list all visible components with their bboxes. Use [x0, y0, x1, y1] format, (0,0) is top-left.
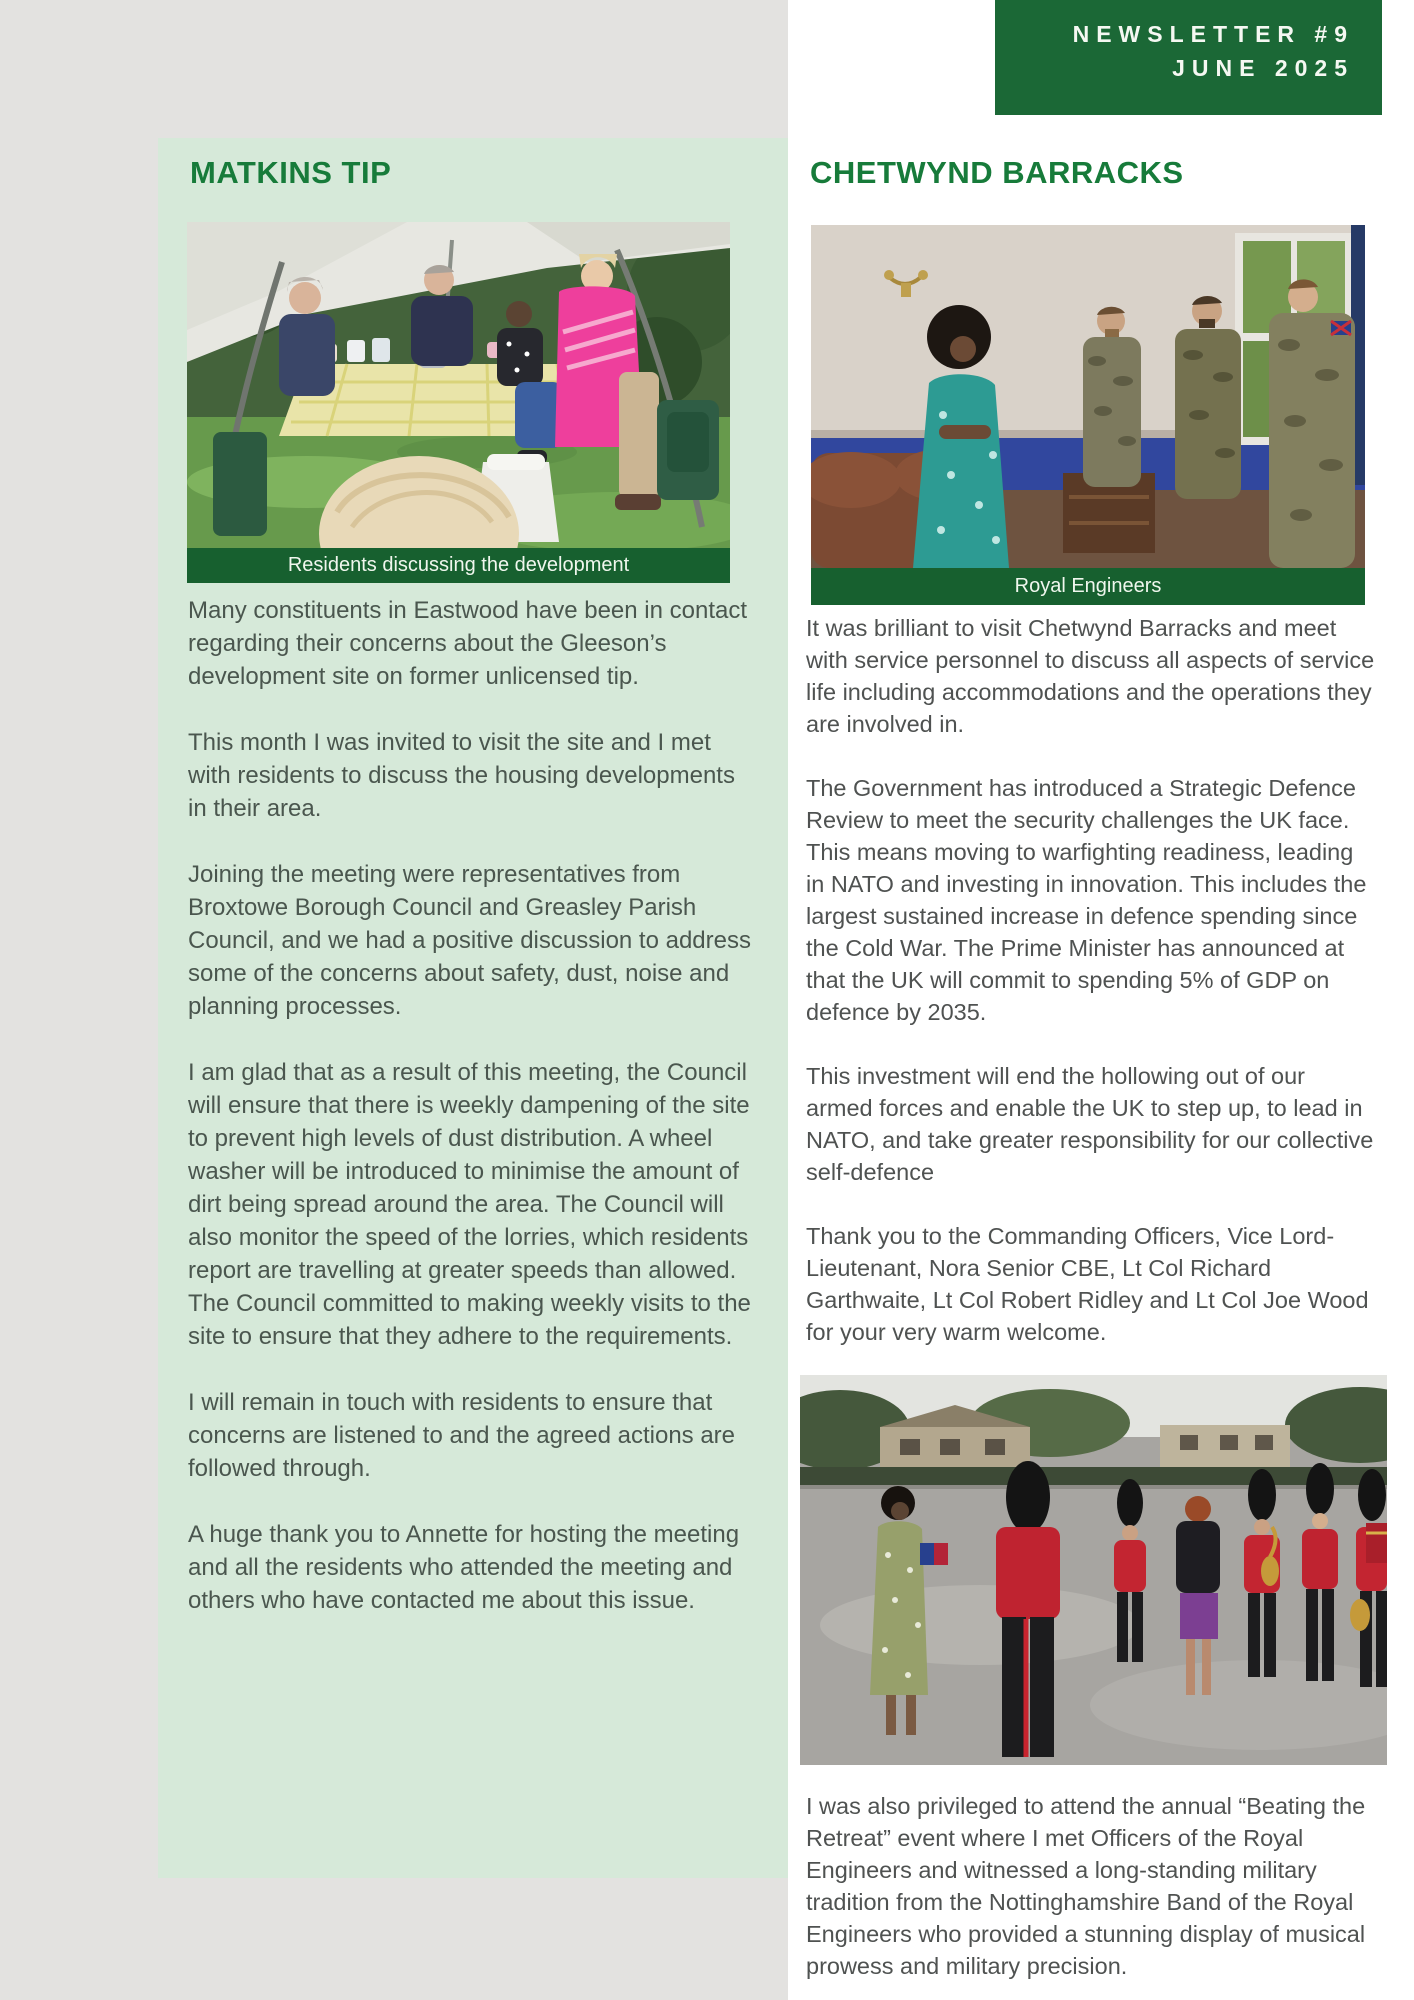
issue-badge-line1: NEWSLETTER #9: [1072, 21, 1354, 47]
barracks-visit-photo: [811, 225, 1365, 568]
garden-meeting-figure: [187, 222, 730, 583]
paragraph: The Government has introduced a Strategic Defence Review to meet the security challenges the UK face. This means moving to warfighting readiness, leading in NATO and investing in innovation. This includes the largest sustained increase in defence spending since the Cold War. The Prime Minister has announced at that the UK will commit to spending 5% of GDP on defence by 2035.: [806, 775, 1367, 1025]
paragraph: This investment will end the hollowing out of our armed forces and enable the UK to step up, to lead in NATO, and take greater responsibility for our collective self-defence: [806, 1063, 1374, 1185]
paragraph: Joining the meeting were representatives from Broxtowe Borough Council and Greasley Parish Council, and we had a positive discussion to address some of the concerns about safety, dust, noise and planning processes.: [188, 861, 751, 1020]
garden-meeting-photo: [187, 222, 730, 548]
chetwynd-barracks-body: [806, 612, 1376, 1380]
paragraph: I will remain in touch with residents to ensure that concerns are listened to and the agreed actions are followed through.: [188, 1389, 736, 1482]
barracks-visit-figure: [811, 225, 1365, 605]
paragraph: This month I was invited to visit the site and I met with residents to discuss the housing developments in their area.: [188, 729, 735, 822]
closing-paragraph: I was also privileged to attend the annual “Beating the Retreat” event where I met Officers of the Royal Engineers and witnessed a long-standing military tradition from the Nottinghamshire Band of the Royal Engineers who provided a stunning display of musical prowess and military precision.: [806, 1793, 1366, 1979]
issue-badge: [995, 0, 1382, 115]
barracks-visit-caption: Royal Engineers: [811, 568, 1365, 605]
garden-meeting-caption: Residents discussing the development: [187, 548, 730, 583]
beating-retreat-figure: [800, 1375, 1387, 1765]
paragraph: A huge thank you to Annette for hosting the meeting and all the residents who attended the meeting and others who have contacted me about this issue.: [188, 1521, 740, 1614]
section-title-chetwynd-barracks: CHETWYND BARRACKS: [810, 155, 1184, 190]
paragraph: Many constituents in Eastwood have been in contact regarding their concerns about the Gleeson’s development site on former unlicensed tip.: [188, 597, 748, 690]
issue-badge-line2: JUNE 2025: [1172, 55, 1354, 81]
paragraph: I am glad that as a result of this meeting, the Council will ensure that there is weekly dampening of the site to prevent high levels of dust distribution. A wheel washer will be introduced to minimise the amount of dirt being spread around the area. The Council will also monitor the speed of the lorries, which residents report are travelling at greater speeds than allowed. The Council committed to making weekly visits to the site to ensure that they adhere to the requirements.: [188, 1059, 751, 1350]
paragraph: Thank you to the Commanding Officers, Vice Lord-Lieutenant, Nora Senior CBE, Lt Col Richard Garthwaite, Lt Col Robert Ridley and Lt Col Joe Wood for your very warm welcome.: [806, 1223, 1369, 1345]
beating-retreat-photo: [800, 1375, 1387, 1765]
section-title-matkins-tip: MATKINS TIP: [190, 155, 392, 190]
matkins-tip-body: [188, 594, 760, 1650]
paragraph: It was brilliant to visit Chetwynd Barracks and meet with service personnel to discuss all aspects of service life including accommodations and the operations they are involved in.: [806, 615, 1375, 737]
